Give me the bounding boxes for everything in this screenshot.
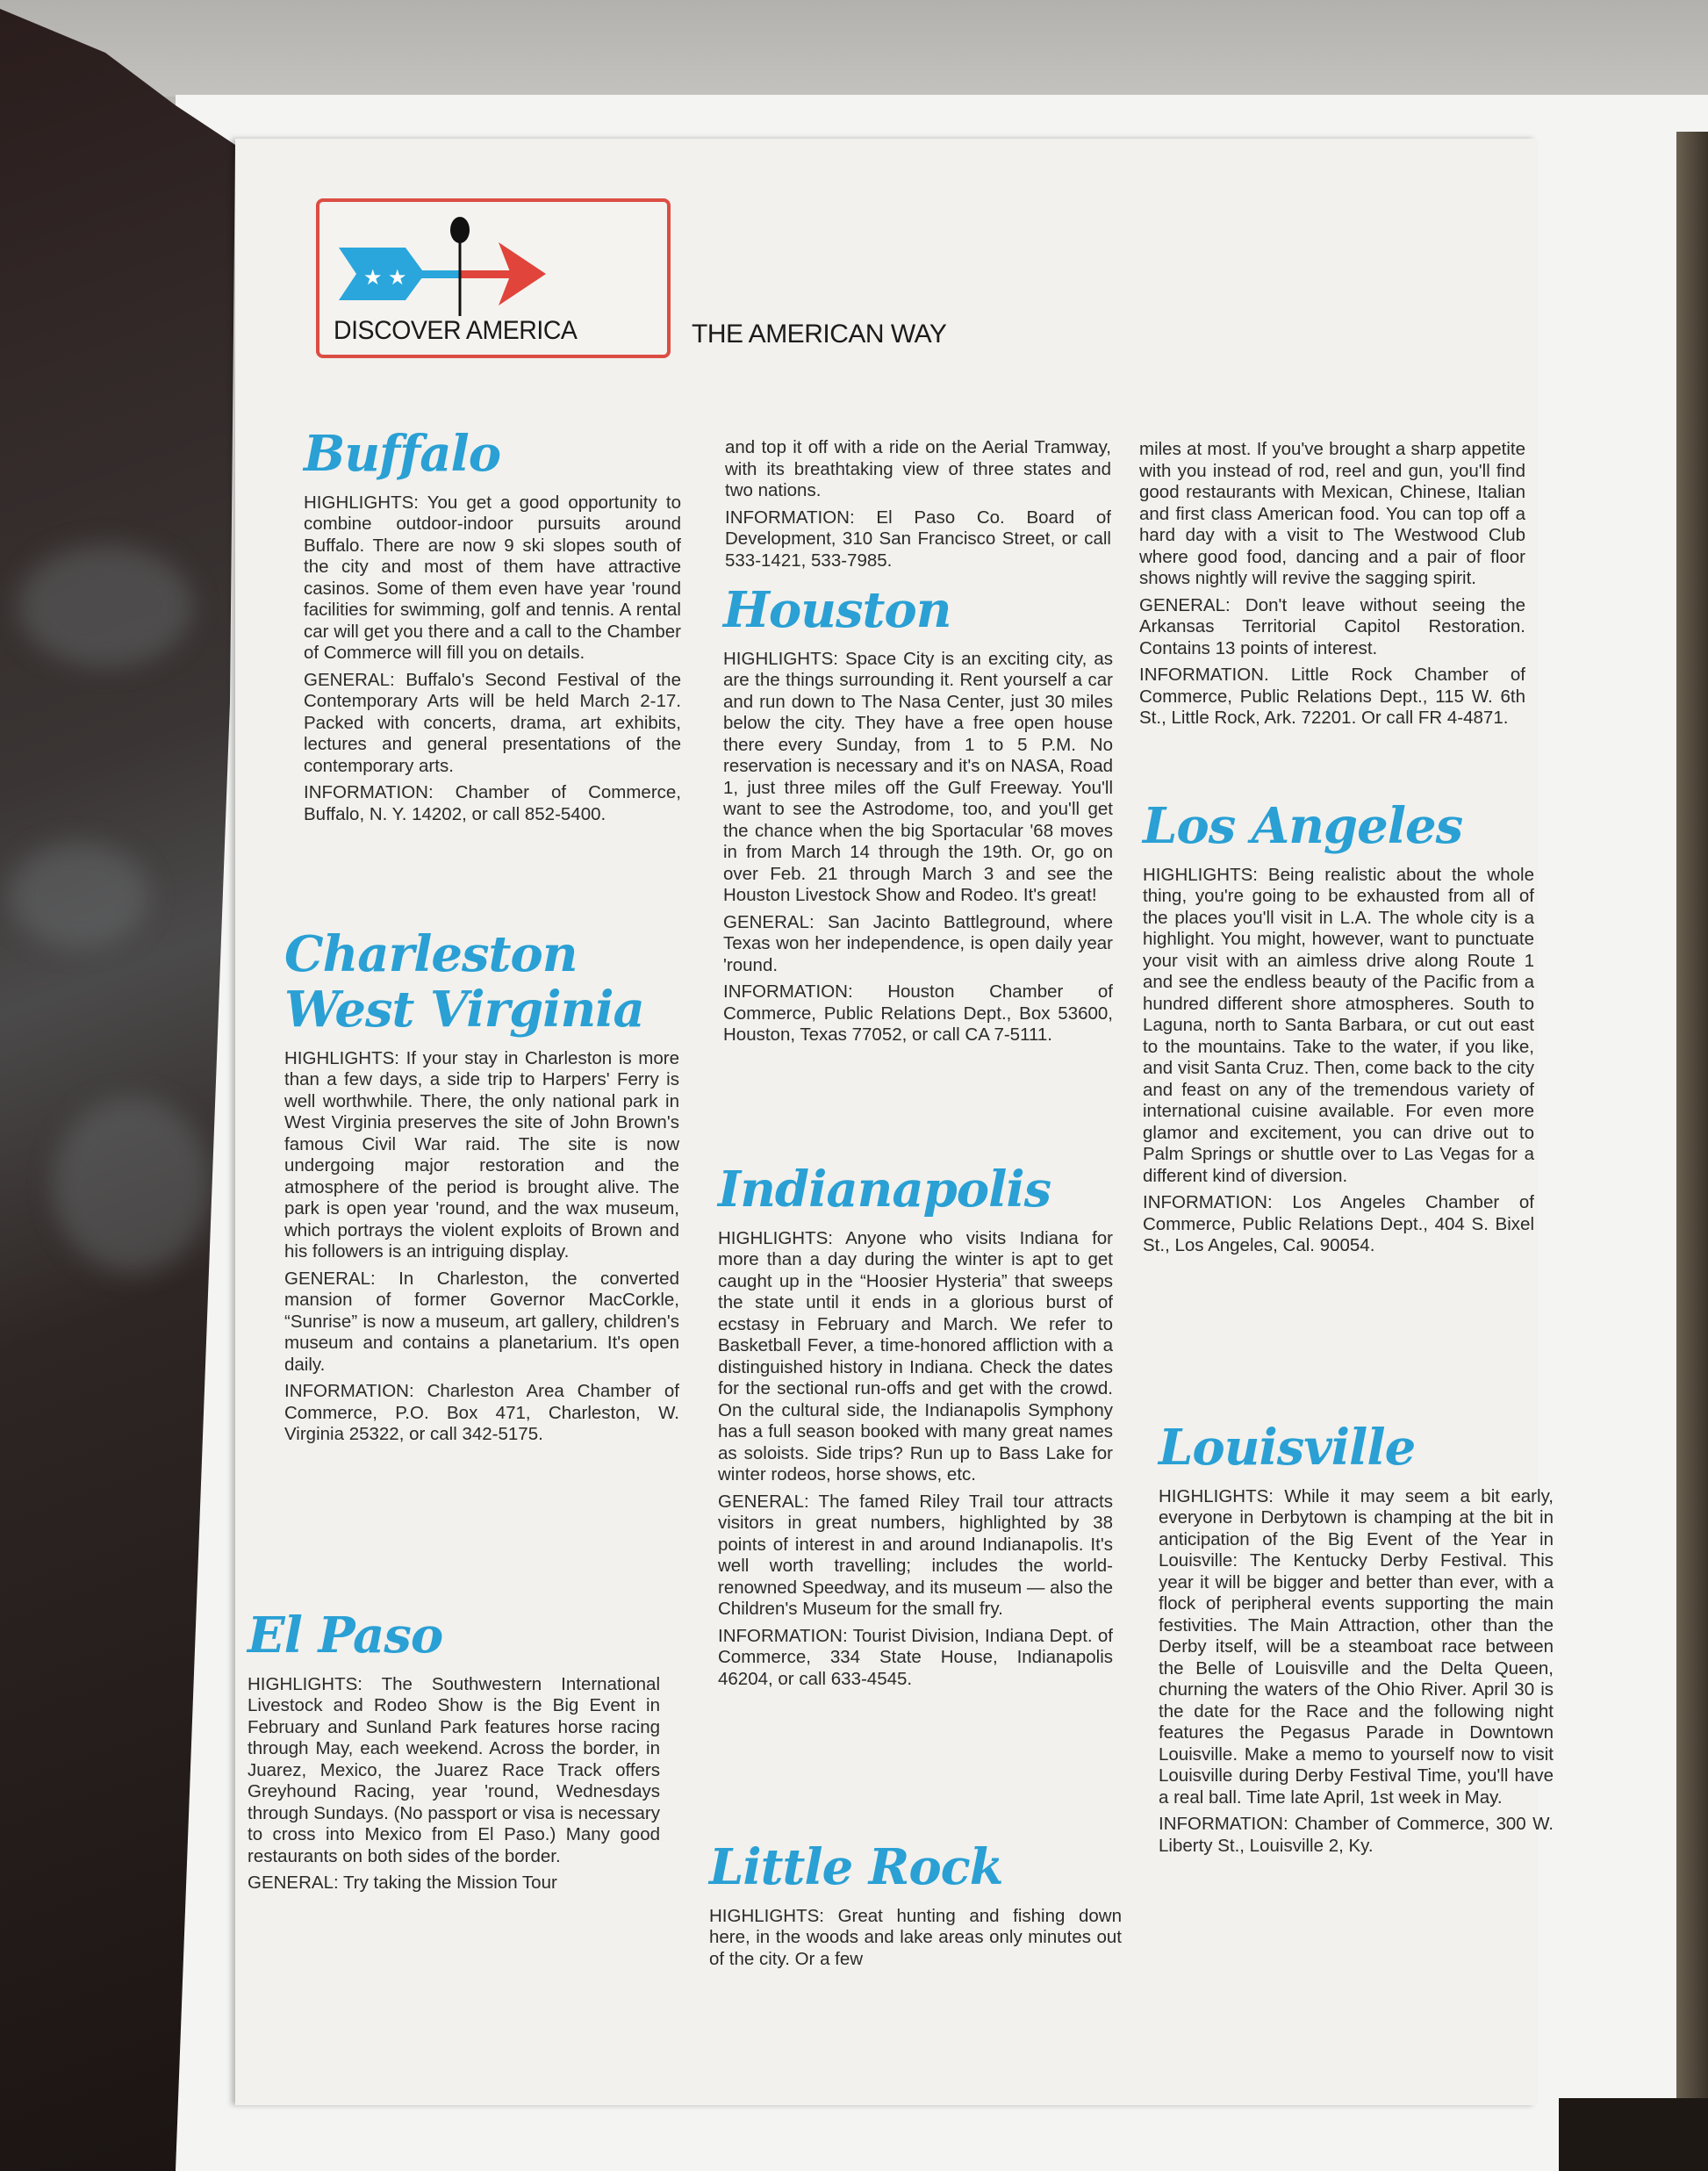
table-surface bbox=[0, 0, 1708, 97]
highlights-text: HIGHLIGHTS: Space City is an exciting city, as are the things surrounding it. Rent yourself a car and run down to The Nasa Center, just 30 miles below the city. They have a free open house there every Sunday, from 1 to 5 P.M. No reservation is necessary and it's on NASA, Road 1, just three miles off the Gulf Freeway. You'll want to see the Astrodome, too, and you'll get the chance when the big Sportacular '68 moves in from March 14 through the 19th. Or, go on over Feb. 21 through March 3 and see the Houston Livestock Show and Rodeo. It's great! bbox=[723, 648, 1113, 906]
svg-text:★: ★ bbox=[388, 265, 407, 290]
brochure-page bbox=[235, 139, 1554, 2105]
section-buffalo bbox=[304, 425, 681, 830]
cloud-shape bbox=[9, 843, 149, 948]
weathervane-arrow-icon bbox=[327, 207, 669, 321]
section-indianapolis bbox=[718, 1161, 1113, 1695]
table-edge-shadow bbox=[1676, 132, 1708, 2171]
highlights-text: HIGHLIGHTS: Being realistic about the whole thing, you're going to be exhausted from all of the places you'll visit in L.A. The whole city is a highlight. You might, however, want to punctuate your visit with an aimless drive along Route 1 and see the endless beauty of the Pacific from a hundred different shore atmospheres. South to Laguna, north to Santa Barbara, or cut out east to the mountains. Take to the water, if you like, and visit Santa Cruz. Then, come back to the city and feast on any of the tremendous variety of international cuisine available. For even more glamor and excitement, you can drive out to Palm Springs or shuttle over to Las Vegas for a different kind of diversion. bbox=[1143, 864, 1534, 1186]
city-heading: Los Angeles bbox=[1143, 797, 1463, 855]
information-text: INFORMATION: Tourist Division, Indiana Dept. of Commerce, 334 State House, Indianapolis 46204, or call 633-4545. bbox=[718, 1625, 1113, 1689]
information-text: INFORMATION: Houston Chamber of Commerce, Public Relations Dept., Box 53600, Houston, Texas 77052, or call CA 7-5111. bbox=[723, 981, 1113, 1046]
general-text: GENERAL: In Charleston, the converted mansion of former Governor MacCorkle, “Sunrise” is now a museum, art gallery, children's museum and contains a planetarium. It's open daily. bbox=[284, 1268, 679, 1375]
highlights-text-continued: miles at most. If you've brought a sharp appetite with you instead of rod, reel and gun, you'll find good restaurants with Mexican, Chinese, Italian and first class American food. You can top off a hard day with a visit to The Westwood Club where good food, dancing and a pair of floor shows nightly will revive the sagging spirit. bbox=[1139, 439, 1525, 588]
general-text: GENERAL: San Jacinto Battleground, where Texas won her independence, is open daily year 'round. bbox=[723, 911, 1113, 975]
section-el-paso-continued bbox=[725, 437, 1111, 577]
section-houston bbox=[723, 581, 1113, 1052]
section-louisville bbox=[1159, 1419, 1554, 1862]
highlights-text: HIGHLIGHTS: Anyone who visits Indiana for more than a day during the winter is apt to get caught up in the “Hoosier Hysteria” that sweeps the state until it ends in a glorious burst of ecstasy in February and March. We refer to Basketball Fever, a time-honored affliction with a distinguished history in Indiana. Check the dates for the sectional run-offs and get with the crowd. On the cultural side, the Indianapolis Symphony has a full season booked with many great names as soloists. Side trips? Run up to Bass Lake for winter rodeos, horse shows, etc. bbox=[718, 1227, 1113, 1485]
highlights-text: HIGHLIGHTS: If your stay in Charleston is more than a few days, a side trip to Harpers' Ferry is well worthwhile. There, the only national park in West Virginia preserves the site of John Brown's famous Civil War raid. The site is now undergoing major restoration and the atmosphere of the period is brought alive. The park is open year 'round, and the wax museum, which portrays the violent exploits of Brown and his followers is an intriguing display. bbox=[284, 1047, 679, 1262]
cloud-shape bbox=[18, 544, 193, 667]
general-text: GENERAL: Don't leave without seeing the Arkansas Territorial Capitol Restoration. Contains 13 points of interest. bbox=[1139, 594, 1525, 658]
discover-america-logo bbox=[316, 198, 671, 358]
information-text: INFORMATION. Little Rock Chamber of Commerce, Public Relations Dept., 115 W. 6th St., Little Rock, Ark. 72201. Or call FR 4-4871. bbox=[1139, 665, 1525, 728]
information-text: INFORMATION: Los Angeles Chamber of Commerce, Public Relations Dept., 404 S. Bixel St., Los Angeles, Cal. 90054. bbox=[1143, 1192, 1534, 1256]
section-little-rock bbox=[709, 1838, 1122, 1975]
highlights-text: HIGHLIGHTS: You get a good opportunity to combine outdoor-indoor pursuits around Buffalo. There are now 9 ski slopes south of the city and most of them have attractive casinos. Some of them even have year 'round facilities for swimming, golf and tennis. A rental car will get you there and a call to the Chamber of Commerce will fill you on details. bbox=[304, 492, 681, 664]
svg-text:★: ★ bbox=[363, 265, 383, 290]
information-text: INFORMATION: Chamber of Commerce, 300 W. Liberty St., Louisville 2, Ky. bbox=[1159, 1814, 1554, 1856]
city-heading: Buffalo bbox=[304, 425, 501, 483]
highlights-text: HIGHLIGHTS: The Southwestern International Livestock and Rodeo Show is the Big Event in February and Sunland Park features horse racing through May, each weekend. Across the border, in Juarez, Mexico, the Juarez Race Track offers Greyhound Racing, year 'round, Wednesdays through Sundays. (No passport or visa is necessary to cross into Mexico from El Paso.) Many good restaurants on both sides of the border. bbox=[248, 1673, 660, 1866]
city-heading: Little Rock bbox=[709, 1838, 1003, 1896]
section-el-paso bbox=[248, 1607, 660, 1900]
general-text: GENERAL: Try taking the Mission Tour bbox=[248, 1873, 557, 1894]
section-charleston bbox=[284, 925, 679, 1451]
city-heading: Charleston bbox=[284, 925, 578, 983]
table-edge-dark bbox=[1559, 2098, 1708, 2171]
logo-wordmark: DISCOVER AMERICA bbox=[334, 316, 578, 345]
information-text: INFORMATION: Chamber of Commerce, Buffalo, N. Y. 14202, or call 852-5400. bbox=[304, 782, 681, 824]
information-text: INFORMATION: El Paso Co. Board of Development, 310 San Francisco Street, or call 533-1421, 533-7985. bbox=[725, 507, 1111, 571]
section-little-rock-continued bbox=[1139, 439, 1525, 735]
highlights-text: HIGHLIGHTS: Great hunting and fishing down here, in the woods and lake areas only minutes out of the city. Or a few bbox=[709, 1905, 1122, 1969]
city-heading: Houston bbox=[723, 581, 951, 639]
general-text: GENERAL: Buffalo's Second Festival of the Contemporary Arts will be held March 2-17. Packed with concerts, drama, art exhibits, lectures and general presentations of the contemporary arts. bbox=[304, 669, 681, 776]
cloud-shape bbox=[53, 1097, 211, 1273]
information-text: INFORMATION: Charleston Area Chamber of Commerce, P.O. Box 471, Charleston, W. Virginia 25322, or call 342-5175. bbox=[284, 1381, 679, 1445]
city-heading: El Paso bbox=[248, 1607, 443, 1664]
city-heading: Indianapolis bbox=[718, 1161, 1051, 1218]
general-text-continued: and top it off with a ride on the Aerial Tramway, with its breathtaking view of three states and two nations. bbox=[725, 437, 1111, 500]
tagline: THE AMERICAN WAY bbox=[692, 320, 947, 349]
general-text: GENERAL: The famed Riley Trail tour attracts visitors in great numbers, highlighted by 38 points of interest in and around Indianapolis. It's well worth travelling; includes the world-renowned Speedway, and its museum — also the Children's Museum for the small fry. bbox=[718, 1491, 1113, 1620]
city-heading: Louisville bbox=[1159, 1419, 1416, 1477]
highlights-text: HIGHLIGHTS: While it may seem a bit early, everyone in Derbytown is champing at the bit in anticipation of the Big Event of the Year in Louisville: The Kentucky Derby Festival. This year it will be bigger and better than ever, with a flock of peripheral events supporting the main festivities. The Main Attraction, other than the Derby itself, will be a steamboat race between the Belle of Louisville and the Delta Queen, churning the waters of the Ohio River. April 30 is the date for the Race and the following night features the Pegasus Parade in Downtown Louisville. Make a memo to yourself now to visit Louisville during Derby Festival Time, you'll have a real ball. Time late April, 1st week in May. bbox=[1159, 1485, 1554, 1808]
section-los-angeles bbox=[1143, 797, 1534, 1262]
city-heading-line2: West Virginia bbox=[284, 980, 644, 1039]
